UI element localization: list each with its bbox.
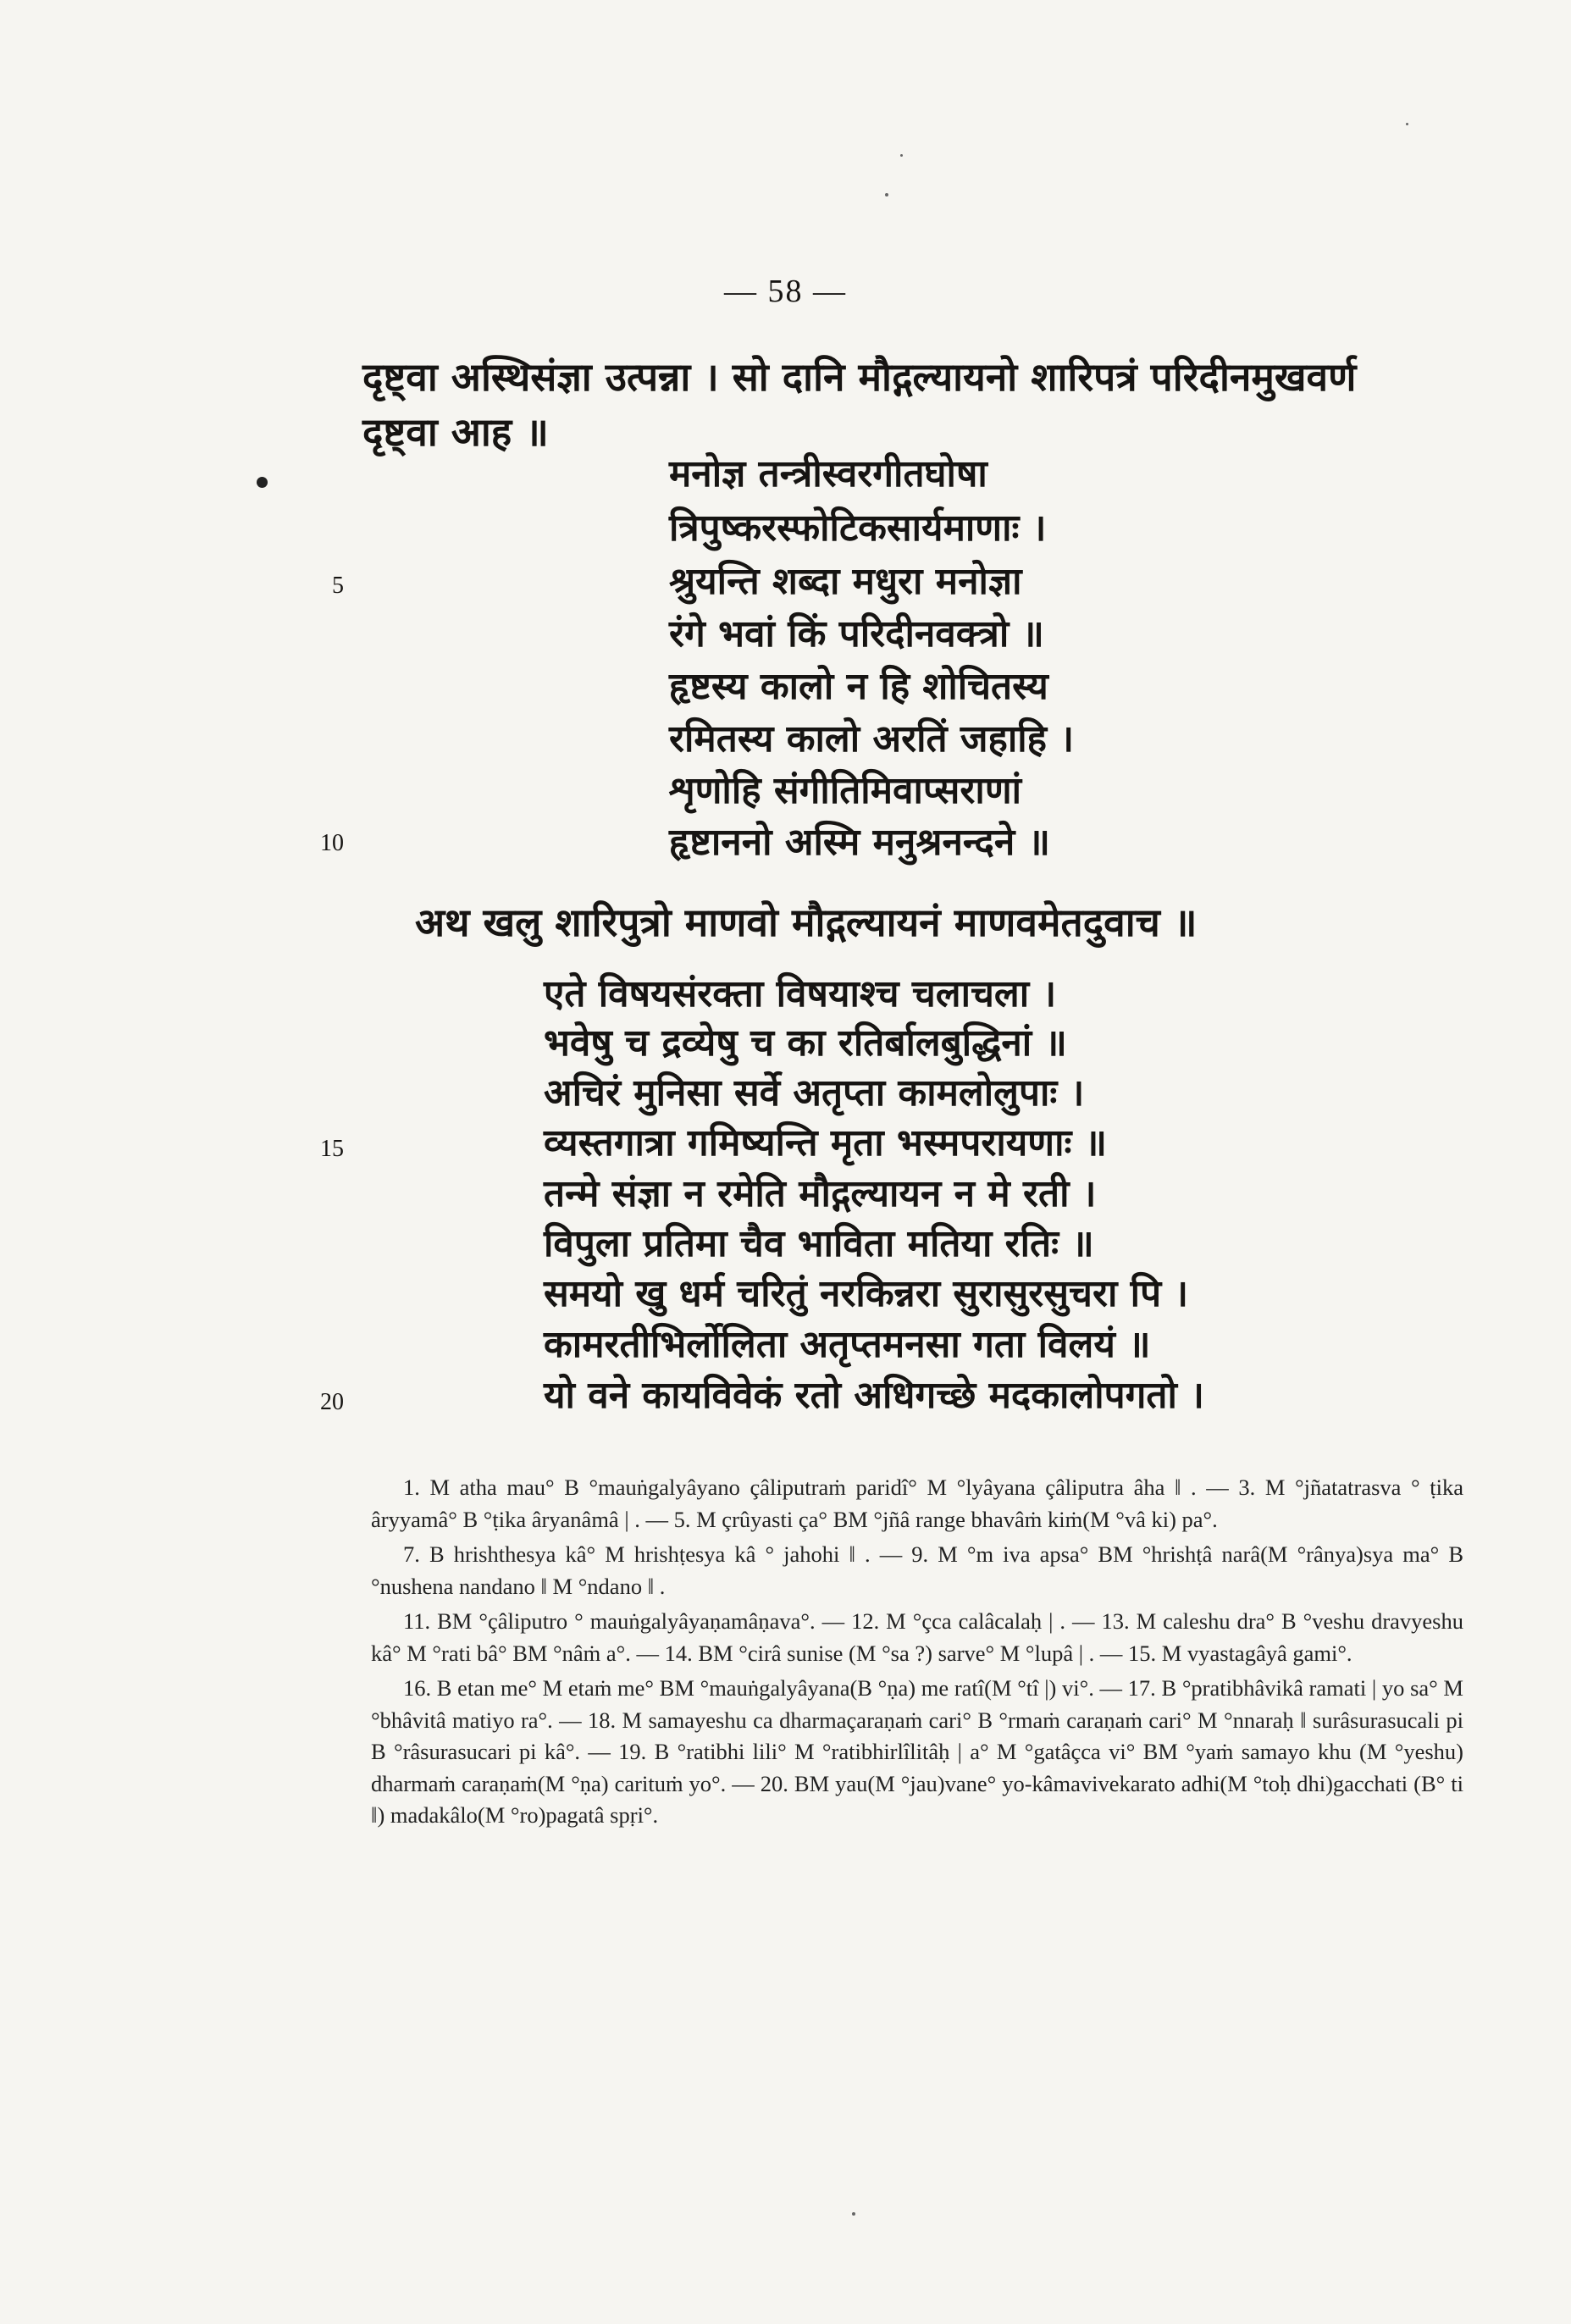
bridge-line: अथ खलु शारिपुत्रो माणवो मौद्गल्यायनं माणवमेतदुवाच ॥	[415, 899, 1198, 945]
verse-line: यो वने कायविवेकं रतो अधिगच्छे मदकालोपगतो ।	[544, 1374, 1204, 1417]
footnote: 1. M atha mau° B °mauṅgalyâyano çâliputraṁ paridî° M °lyâyana çâliputra âha ‖ . — 3. M °jñatatrasva ° ṭika âryyamâ° B °ṭika âryanâmâ | . — 5. M çrûyasti ça° BM °jñâ range bhavâṁ kiṁ(M °vâ ki) pa°.	[371, 1475, 1463, 1532]
verse-line: भवेषु च द्रव्येषु च का रतिर्बालबुद्धिनां ॥	[544, 1021, 1067, 1065]
line-number-10: 10	[320, 830, 344, 856]
line-number-20: 20	[320, 1389, 344, 1415]
intro-line-2: दृष्ट्वा आह ॥	[362, 409, 549, 455]
verse-line: समयो खु धर्म चरितुं नरकिन्नरा सुरासुरसुचरा पि ।	[544, 1272, 1189, 1315]
scan-speck	[900, 154, 903, 157]
line-number-5: 5	[332, 573, 344, 599]
footnote: 7. B hrishthesya kâ° M hrishṭesya kâ ° jahohi ‖ . — 9. M °m iva apsa° BM °hrishṭâ narâ(M °rânya)sya ma° B °nushena nandano ‖ M °ndano ‖ .	[371, 1541, 1463, 1599]
verse-line: एते विषयसंरक्ता विषयाश्च चलाचला ।	[544, 972, 1057, 1015]
scan-speck	[1406, 123, 1408, 125]
intro-line-1: दृष्ट्वा अस्थिसंज्ञा उत्पन्ना । सो दानि मौद्गल्यायनो शारिपत्रं परिदीनमुखवर्ण	[362, 354, 1357, 400]
verse-line: हृष्टस्य कालो न हि शोचितस्य	[669, 665, 1048, 708]
scan-speck	[885, 193, 888, 196]
verse-line: कामरतीभिर्लोलिता अतृप्तमनसा गता विलयं ॥	[544, 1323, 1151, 1366]
footnote: 16. B etan me° M etaṁ me° BM °mauṅgalyâyana(B °ṇa) me ratî(M °tî |) vi°. — 17. B °pratibhâvikâ ramati | yo sa° M °bhâvitâ matiyo ra°. — 18. M samayeshu ca dharmaçaraṇaṁ cari° B °rmaṁ caraṇaṁ cari° M °nnaraḥ ‖ surâsurasucali pi B °râsurasucari pi kâ°. — 19. B °ratibhi lili° M °ratibhirlîlitâḥ | a° M °gatâçca vi° BM °yaṁ samayo khu (M °yeshu) dharmaṁ caraṇaṁ(M °ṇa) carituṁ yo°. — 20. BM yau(M °jau)vane° yo-kâmavivekarato adhi(M °toḥ dhi)gacchati (B° ti ‖) madakâlo(M °ro)pagatâ spṛi°.	[371, 1675, 1463, 1828]
scan-speck	[852, 2212, 855, 2216]
footnote: 11. BM °çâliputro ° mauṅgalyâyaṇamâṇava°. — 12. M °çca calâcalaḥ | . — 13. M caleshu dra° B °veshu dravyeshu kâ° M °rati bâ° BM °nâṁ a°. — 14. BM °cirâ sunise (M °sa ?) sarve° M °lupâ | . — 15. M vyastagâyâ gami°.	[371, 1608, 1463, 1666]
verse-line: श्रुयन्ति शब्दा मधुरा मनोज्ञा	[669, 560, 1022, 603]
verse-line: व्यस्तगात्रा गमिष्यन्ति मृता भस्मपरायणाः ॥	[544, 1121, 1108, 1165]
verse-line: अचिरं मुनिसा सर्वे अतृप्ता कामलोलुपाः ।	[544, 1071, 1085, 1115]
page-number: — 58 —	[724, 274, 847, 309]
verse-line: हृष्टाननो अस्मि मनुश्रनन्दने ॥	[669, 821, 1050, 864]
footnotes	[371, 1472, 1463, 1835]
line-number-15: 15	[320, 1136, 344, 1162]
verse-line: त्रिपुष्करस्फोटिकसार्यमाणाः ।	[669, 506, 1047, 550]
verse-line: विपुला प्रतिमा चैव भाविता मतिया रतिः ॥	[544, 1222, 1094, 1265]
verse-line: मनोज्ञ तन्त्रीस्वरगीतघोषा	[669, 452, 987, 495]
verse-line: शृणोहि संगीतिमिवाप्सराणां	[669, 769, 1022, 812]
verse-line: रंगे भवां किं परिदीनवक्त्रो ॥	[669, 612, 1044, 656]
verse-line: तन्मे संज्ञा न रमेति मौद्गल्यायन न मे रती ।	[544, 1172, 1097, 1215]
verse-line: रमितस्य कालो अरतिं जहाहि ।	[669, 717, 1075, 761]
